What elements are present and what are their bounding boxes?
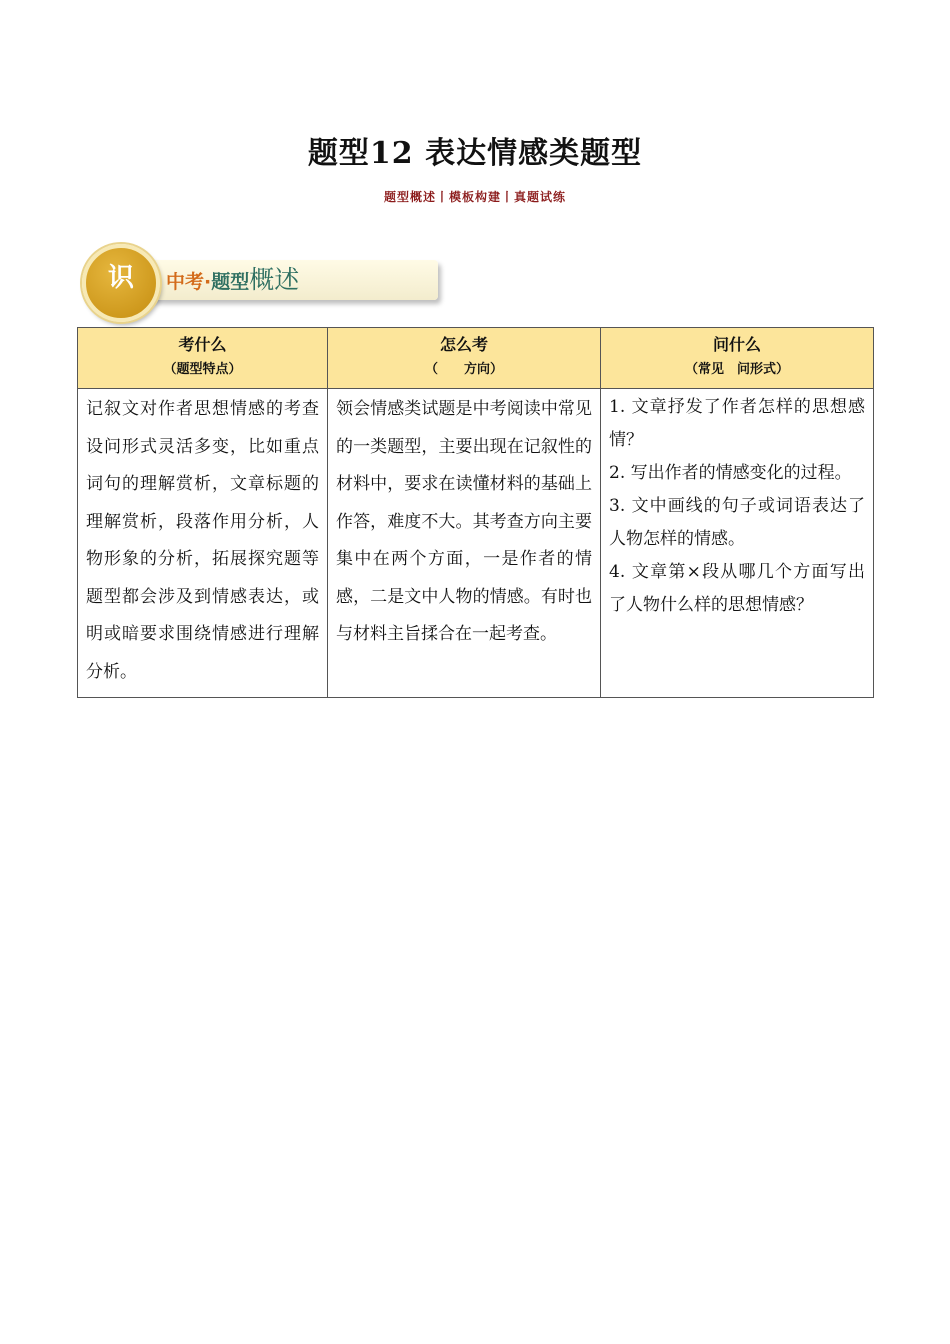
table-header-row bbox=[78, 328, 874, 389]
section-heading-part-c: 概述 bbox=[249, 265, 300, 294]
header-what-asked bbox=[601, 328, 874, 389]
cell-question-forms bbox=[601, 389, 874, 698]
question-form-item: 3. 文中画线的句子或词语表达了人物怎样的情感。 bbox=[609, 496, 865, 549]
header-what-is-tested bbox=[78, 328, 328, 389]
section-badge-circle: 识 bbox=[82, 244, 160, 322]
question-form-item: 1. 文章抒发了作者怎样的思想感情？ bbox=[609, 397, 865, 450]
header-label: 问什么 bbox=[712, 335, 761, 354]
header-how-tested bbox=[328, 328, 601, 389]
section-badge bbox=[78, 238, 378, 328]
header-sublabel: （常见 问形式） bbox=[684, 362, 789, 377]
question-form-item: 2. 写出作者的情感变化的过程。 bbox=[609, 463, 852, 483]
overview-table bbox=[77, 327, 874, 698]
header-sublabel: （题型特点） bbox=[163, 362, 242, 377]
header-sublabel: （ 方向） bbox=[424, 362, 503, 377]
section-heading-part-a: 中考· bbox=[166, 271, 212, 293]
header-label: 怎么考 bbox=[439, 335, 488, 354]
question-form-item: 4. 文章第×段从哪几个方面写出了人物什么样的思想情感？ bbox=[609, 562, 865, 615]
page-title: 题型12 表达情感类题型 bbox=[307, 136, 643, 171]
table-row bbox=[78, 389, 874, 698]
cell-features: 记叙文对作者思想情感的考查设问形式灵活多变，比如重点词句的理解赏析，文章标题的理解赏析，段落作用分析，人物形象的分析，拓展探究题等题型都会涉及到情感表达，或明或暗要求围绕情感进行理解分析。 bbox=[78, 389, 328, 698]
cell-approach: 领会情感类试题是中考阅读中常见的一类题型，主要出现在记叙性的材料中，要求在读懂材料的基础上作答，难度不大。其考查方向主要集中在两个方面，一是作者的情感，二是文中人物的情感。有时也与材料主旨揉合在一起考查。 bbox=[328, 389, 601, 698]
header-label: 考什么 bbox=[178, 335, 227, 354]
page-subtitle: 题型概述丨模板构建丨真题试练 bbox=[383, 190, 566, 204]
section-heading-part-b: 题型 bbox=[211, 271, 250, 293]
section-heading bbox=[166, 262, 299, 298]
